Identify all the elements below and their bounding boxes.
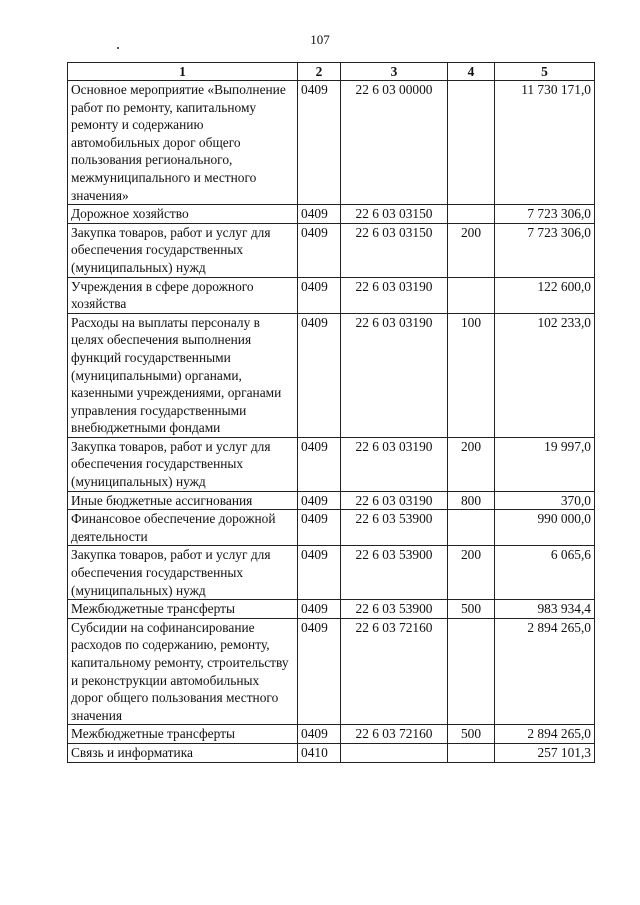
row-section-code-cell: 0409 xyxy=(298,223,341,277)
row-name-cell: Дорожное хозяйство xyxy=(68,205,298,224)
table-row xyxy=(68,743,595,762)
header-cell: 3 xyxy=(341,63,448,81)
row-section-code-cell: 0409 xyxy=(298,725,341,744)
row-amount-cell: 122 600,0 xyxy=(495,277,595,313)
table-row xyxy=(68,600,595,619)
page-number: 107 xyxy=(310,32,330,47)
table-row xyxy=(68,491,595,510)
table-row xyxy=(68,205,595,224)
header-cell: 5 xyxy=(495,63,595,81)
table-row xyxy=(68,546,595,600)
row-name-cell: Расходы на выплаты персоналу в целях обеспечения выполнения функций государственными (муниципальными) органами, казенными учреждениями, органами управления государственными внебюджетными фондами xyxy=(68,313,298,437)
header-cell: 2 xyxy=(298,63,341,81)
row-target-article-cell: 22 6 03 03190 xyxy=(341,277,448,313)
row-section-code-cell: 0409 xyxy=(298,277,341,313)
row-expense-type-cell: 500 xyxy=(448,600,495,619)
row-section-code-cell: 0409 xyxy=(298,491,341,510)
row-target-article-cell: 22 6 03 72160 xyxy=(341,618,448,725)
row-section-code-cell: 0409 xyxy=(298,600,341,619)
row-expense-type-cell xyxy=(448,81,495,205)
table-row xyxy=(68,618,595,725)
row-section-code-cell: 0409 xyxy=(298,437,341,491)
row-expense-type-cell: 200 xyxy=(448,223,495,277)
row-expense-type-cell: 200 xyxy=(448,437,495,491)
row-expense-type-cell xyxy=(448,618,495,725)
budget-table xyxy=(67,62,595,763)
row-expense-type-cell xyxy=(448,205,495,224)
row-name-cell: Основное мероприятие «Выполнение работ по ремонту, капитальному ремонту и содержанию автомобильных дорог общего пользования регионального, межмуниципального и местного значения» xyxy=(68,81,298,205)
row-target-article-cell: 22 6 03 72160 xyxy=(341,725,448,744)
row-section-code-cell: 0409 xyxy=(298,205,341,224)
row-amount-cell: 370,0 xyxy=(495,491,595,510)
row-section-code-cell: 0409 xyxy=(298,510,341,546)
row-target-article-cell: 22 6 03 03190 xyxy=(341,491,448,510)
row-expense-type-cell xyxy=(448,510,495,546)
row-section-code-cell: 0410 xyxy=(298,743,341,762)
row-expense-type-cell xyxy=(448,277,495,313)
row-amount-cell: 6 065,6 xyxy=(495,546,595,600)
row-amount-cell: 2 894 265,0 xyxy=(495,618,595,725)
table-row xyxy=(68,313,595,437)
row-section-code-cell: 0409 xyxy=(298,81,341,205)
table-row xyxy=(68,277,595,313)
row-target-article-cell: 22 6 03 03150 xyxy=(341,205,448,224)
table-row xyxy=(68,725,595,744)
row-target-article-cell: 22 6 03 53900 xyxy=(341,600,448,619)
row-amount-cell: 7 723 306,0 xyxy=(495,205,595,224)
table-row xyxy=(68,223,595,277)
scan-dot xyxy=(117,47,119,49)
row-amount-cell: 11 730 171,0 xyxy=(495,81,595,205)
row-target-article-cell: 22 6 03 00000 xyxy=(341,81,448,205)
table-row xyxy=(68,510,595,546)
row-name-cell: Связь и информатика xyxy=(68,743,298,762)
row-target-article-cell xyxy=(341,743,448,762)
row-target-article-cell: 22 6 03 53900 xyxy=(341,546,448,600)
row-name-cell: Финансовое обеспечение дорожной деятельности xyxy=(68,510,298,546)
row-amount-cell: 983 934,4 xyxy=(495,600,595,619)
row-target-article-cell: 22 6 03 03190 xyxy=(341,313,448,437)
row-name-cell: Межбюджетные трансферты xyxy=(68,600,298,619)
row-name-cell: Субсидии на софинансирование расходов по содержанию, ремонту, капитальному ремонту, строительству и реконструкции автомобильных дорог общего пользования местного значения xyxy=(68,618,298,725)
table-row xyxy=(68,81,595,205)
row-name-cell: Закупка товаров, работ и услуг для обеспечения государственных (муниципальных) нужд xyxy=(68,437,298,491)
row-section-code-cell: 0409 xyxy=(298,546,341,600)
row-name-cell: Закупка товаров, работ и услуг для обеспечения государственных (муниципальных) нужд xyxy=(68,546,298,600)
row-name-cell: Учреждения в сфере дорожного хозяйства xyxy=(68,277,298,313)
row-name-cell: Иные бюджетные ассигнования xyxy=(68,491,298,510)
row-section-code-cell: 0409 xyxy=(298,618,341,725)
row-expense-type-cell: 800 xyxy=(448,491,495,510)
header-cell: 1 xyxy=(68,63,298,81)
row-target-article-cell: 22 6 03 03150 xyxy=(341,223,448,277)
row-name-cell: Межбюджетные трансферты xyxy=(68,725,298,744)
row-amount-cell: 257 101,3 xyxy=(495,743,595,762)
row-amount-cell: 7 723 306,0 xyxy=(495,223,595,277)
header-cell: 4 xyxy=(448,63,495,81)
row-expense-type-cell xyxy=(448,743,495,762)
row-amount-cell: 19 997,0 xyxy=(495,437,595,491)
row-expense-type-cell: 200 xyxy=(448,546,495,600)
row-target-article-cell: 22 6 03 03190 xyxy=(341,437,448,491)
row-amount-cell: 102 233,0 xyxy=(495,313,595,437)
table-header-row xyxy=(68,63,595,81)
table-row xyxy=(68,437,595,491)
row-target-article-cell: 22 6 03 53900 xyxy=(341,510,448,546)
row-name-cell: Закупка товаров, работ и услуг для обеспечения государственных (муниципальных) нужд xyxy=(68,223,298,277)
row-amount-cell: 2 894 265,0 xyxy=(495,725,595,744)
row-section-code-cell: 0409 xyxy=(298,313,341,437)
row-expense-type-cell: 500 xyxy=(448,725,495,744)
row-amount-cell: 990 000,0 xyxy=(495,510,595,546)
row-expense-type-cell: 100 xyxy=(448,313,495,437)
